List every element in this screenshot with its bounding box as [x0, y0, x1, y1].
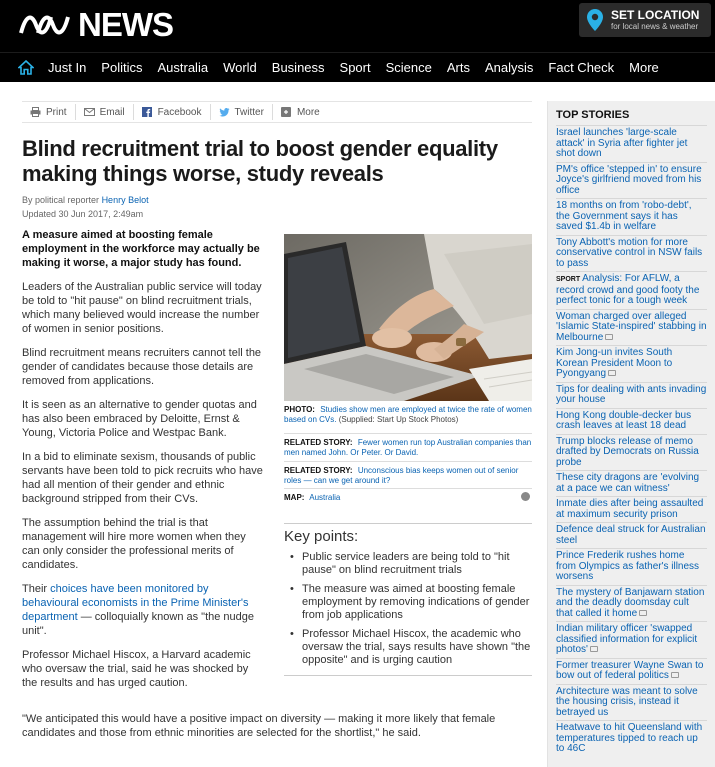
twitter-icon [219, 107, 230, 117]
author-link[interactable]: Henry Belot [101, 195, 149, 205]
key-points-title: Key points: [284, 528, 359, 545]
top-stories-list [556, 125, 707, 757]
top-story-link[interactable]: Tony Abbott's motion for more conservative control in NSW fails to pass [556, 236, 703, 269]
set-location-subtitle: for local news & weather [611, 22, 699, 31]
top-story-link[interactable]: Inmate dies after being assaulted at maximum security prison [556, 498, 704, 520]
nav-arts[interactable]: Arts [446, 60, 470, 75]
nav-analysis[interactable]: Analysis [484, 60, 534, 75]
email-button[interactable] [76, 104, 134, 120]
set-location-title: SET LOCATION [611, 8, 700, 22]
byline-prefix: By political reporter [22, 195, 100, 205]
top-story-link[interactable]: Heatwave to hit Queensland with temperatures tipped to reach up to 46C [556, 722, 703, 754]
share-more-icon [281, 107, 292, 117]
top-story-item[interactable] [556, 434, 707, 471]
top-story-link[interactable]: Analysis: For AFLW, a record crowd and good footy the perfect tonic for a tough week [556, 273, 700, 306]
top-story-item[interactable] [556, 235, 707, 272]
location-pin-icon [587, 9, 603, 31]
paragraph-text: Their [22, 583, 48, 595]
more-share-label: More [296, 106, 320, 118]
divider [284, 675, 532, 676]
video-icon [590, 646, 598, 652]
key-point: • The measure was aimed at boosting female employment by removing indications of gender from job applications [284, 583, 532, 622]
related-story [284, 461, 532, 486]
video-icon [608, 370, 616, 376]
top-story-item[interactable] [556, 548, 707, 585]
top-story-item[interactable] [556, 271, 707, 309]
key-points-list [284, 551, 532, 667]
twitter-button[interactable] [211, 104, 273, 120]
updated-timestamp: Updated 30 Jun 2017, 2:49am [22, 209, 144, 219]
photo-caption-link[interactable]: Studies show men are employed at twice the rate of women based on CVs. [284, 405, 532, 424]
top-story-item[interactable] [556, 162, 707, 199]
printer-icon [30, 107, 41, 117]
nav-world[interactable]: World [223, 60, 257, 75]
email-label: Email [99, 106, 125, 118]
masthead [0, 0, 715, 52]
top-story-item[interactable] [556, 470, 707, 496]
top-story-link[interactable]: 18 months on from 'robo-debt', the Government says it has saved $1.4b in welfare [556, 200, 692, 232]
top-story-item[interactable] [556, 309, 707, 346]
facebook-button[interactable] [134, 104, 211, 120]
nav-just-in[interactable]: Just In [48, 60, 87, 75]
related-story-label: RELATED STORY: [284, 438, 353, 447]
paragraph [22, 582, 264, 638]
abc-logo-icon [18, 12, 74, 38]
paragraph: It is seen as an alternative to gender quotas and has also been embraced by Deloitte, Ernst & Young, Victoria Police and Westpac Bank. [22, 399, 257, 439]
top-story-link[interactable]: Defence deal struck for Australian steel [556, 524, 706, 546]
photo-caption-label: PHOTO: [284, 405, 315, 414]
nav-politics[interactable]: Politics [101, 60, 143, 75]
top-story-link[interactable]: Tips for dealing with ants invading your house [556, 383, 707, 405]
print-button[interactable] [22, 104, 76, 120]
byline [22, 195, 149, 205]
top-story-item[interactable] [556, 522, 707, 548]
top-story-item[interactable] [556, 585, 707, 622]
facebook-label: Facebook [157, 106, 202, 118]
twitter-label: Twitter [234, 106, 264, 118]
nav-science[interactable]: Science [385, 60, 432, 75]
home-icon[interactable] [18, 60, 34, 75]
paragraph: The assumption behind the trial is that management will hire more women when they can only consider the professional merits of candidates. [22, 517, 246, 571]
top-story-item[interactable] [556, 125, 707, 162]
photo-credit: (Supplied: Start Up Stock Photos) [338, 415, 459, 424]
paragraph: Blind recruitment means recruiters cannot tell the gender of candidates because those details are removed from applications. [22, 347, 262, 387]
abc-news-logo[interactable] [18, 8, 173, 42]
key-points [284, 523, 532, 676]
related-story-link[interactable]: Fewer women run top Australian companies than men named John. Or Peter. Or David. [284, 438, 532, 457]
photo-caption [284, 405, 532, 425]
top-story-item[interactable] [556, 496, 707, 522]
paragraph: In a bid to eliminate sexism, thousands of public servants have been told to pick recruits who have had all mention of their gender and ethnic background stripped from their CVs. [22, 451, 263, 505]
envelope-icon [84, 107, 95, 117]
share-bar [22, 101, 532, 123]
paragraph: "We anticipated this would have a positive impact on diversity — making it more likely that female candidates and those from ethnic minorities are selected for the shortlist," he said. [22, 713, 496, 739]
top-story-link[interactable]: Architecture was meant to solve the housing crisis, instead it betrayed us [556, 685, 698, 718]
video-icon [671, 672, 679, 678]
related-story [284, 433, 532, 458]
top-story-link[interactable]: Trump blocks release of memo drafted by Democrats on Russia probe [556, 435, 699, 468]
related-story-link[interactable]: Unconscious bias keeps women out of senior roles — can we get around it? [284, 466, 519, 485]
nav-more[interactable]: More [629, 60, 659, 75]
article-lead: A measure aimed at boosting female employment in the workforce may actually be making it worse, a major study has found. [22, 229, 260, 269]
print-label: Print [46, 106, 67, 118]
top-story-item[interactable] [556, 720, 707, 757]
more-share-button[interactable] [273, 104, 328, 120]
key-point: • Professor Michael Hiscox, the academic who oversaw the trial, says results have shown "the opposite" and is urging caution [284, 628, 532, 667]
nudge-unit-link[interactable]: choices have been monitored by behavioural economists in the Prime Minister's department [22, 583, 249, 623]
top-story-link[interactable]: Kim Jong-un invites South Korean President Moon to Pyongyang [556, 347, 673, 379]
nav-australia[interactable]: Australia [157, 60, 209, 75]
top-story-item[interactable] [556, 621, 707, 658]
top-story-item[interactable] [556, 382, 707, 408]
top-story-item[interactable] [556, 345, 707, 382]
nav-sport[interactable]: Sport [339, 60, 371, 75]
top-story-link[interactable]: Indian military officer 'swapped classified information for explicit photos' [556, 623, 698, 655]
top-story-item[interactable] [556, 658, 707, 684]
paragraph: Leaders of the Australian public service will today be told to "hit pause" on blind recruitment trials, which many believed would increase the number of women in senior positions. [22, 281, 262, 335]
top-story-item[interactable] [556, 408, 707, 434]
key-point: • Public service leaders are being told to "hit pause" on blind recruitment trials [284, 551, 532, 577]
map-link[interactable]: Australia [309, 493, 341, 502]
related-story-label: RELATED STORY: [284, 466, 353, 475]
map-label: MAP: [284, 493, 305, 502]
paragraph: Professor Michael Hiscox, a Harvard academic who oversaw the trial, said he was shocked by the results and has urged caution. [22, 649, 251, 689]
top-stories-sidebar [547, 101, 715, 767]
top-stories-title: TOP STORIES [556, 109, 630, 121]
video-icon [639, 610, 647, 616]
top-story-link[interactable]: Woman charged over alleged 'Islamic State-inspired' stabbing in Melbourne [556, 310, 707, 343]
map-row [284, 488, 532, 503]
paragraph-text: — colloquially known as "the nudge unit". [22, 611, 255, 637]
map-expand-icon[interactable] [521, 492, 530, 501]
top-story-item[interactable] [556, 198, 707, 235]
facebook-icon [142, 107, 153, 117]
video-icon [605, 334, 613, 340]
top-story-link[interactable]: Israel launches 'large-scale attack' in Syria after fighter jet shot down [556, 127, 688, 159]
top-story-link[interactable]: Prince Frederik rushes home from Olympics as father's illness worsens [556, 550, 700, 582]
article-body [22, 228, 264, 700]
top-story-link[interactable]: PM's office 'stepped in' to ensure Joyce's girlfriend moved from his office [556, 163, 702, 196]
nav-fact-check[interactable]: Fact Check [548, 60, 615, 75]
story-kicker: SPORT [556, 276, 581, 283]
article-headline: Blind recruitment trial to boost gender equality making things worse, study reveals [22, 136, 498, 186]
top-story-link[interactable]: Hong Kong double-decker bus crash leaves at least 18 dead [556, 409, 692, 431]
top-story-link[interactable]: Former treasurer Wayne Swan to bow out of federal politics [556, 659, 704, 681]
article-photo[interactable] [284, 234, 532, 401]
top-story-link[interactable]: These city dragons are 'evolving at a pace we can witness' [556, 472, 700, 494]
logo-text: NEWS [78, 6, 173, 43]
laptop-typing-photo [284, 234, 532, 401]
set-location-button[interactable] [579, 3, 711, 37]
top-story-link[interactable]: The mystery of Banjawarn station and the deadly doomsday cult that called it home [556, 586, 705, 619]
main-nav [0, 52, 715, 82]
top-story-item[interactable] [556, 684, 707, 721]
nav-business[interactable]: Business [271, 60, 325, 75]
